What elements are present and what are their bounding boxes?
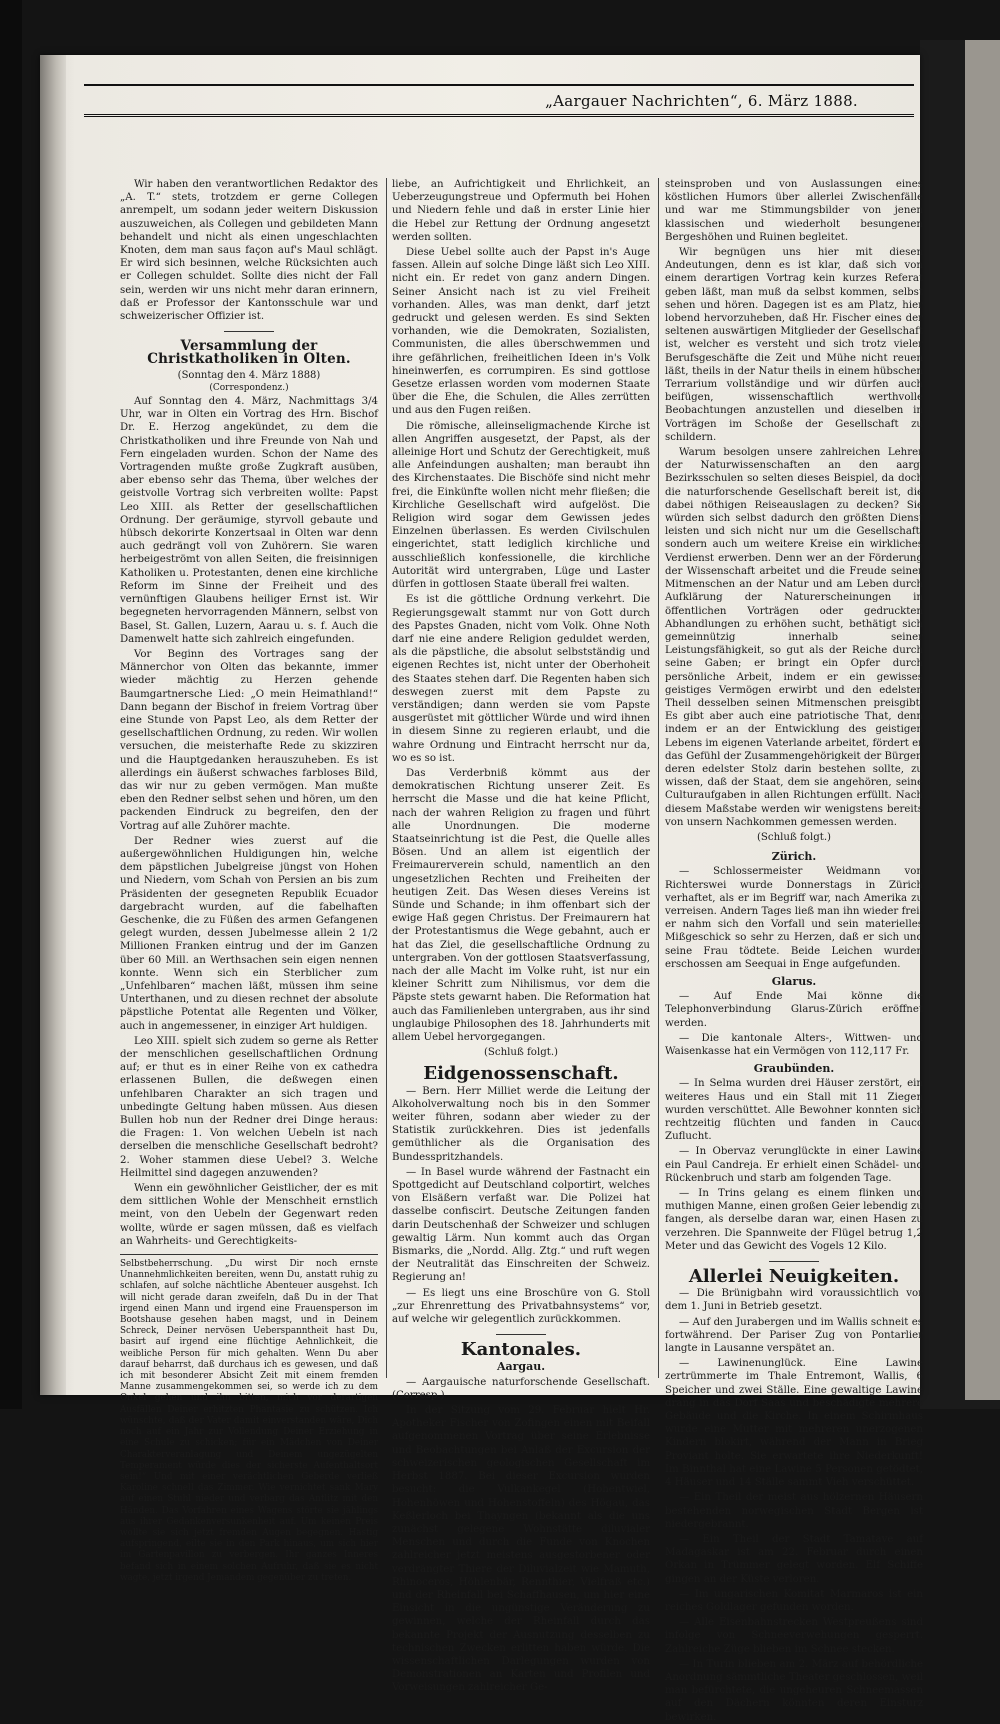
news-item: — Auf Ende Mai könne die Telephonverbindung Glarus-Zürich eröffnet werden. <box>665 991 923 1029</box>
paragraph: Das Verderbniß kömmt aus der demokratischen Richtung unserer Zeit. Es herrscht die Masse und die hat keine Pflicht, nach der wahren Religion zu fragen und führt alle Unordnungen. Die moderne Staatseinrichtung ist die Pest, die Quelle alles Bösen. Und an allem ist eigentlich der Freimaurerverein schuld, namentlich an den ungesetzlichen Rechten und Freiheiten der heutigen Zeit. Das Wesen dieses Vereins ist Sünde und Schande; in ihm offenbart sich der ewige Haß gegen Christus. Der Freimaurern hat der Protestantismus die Wege gebahnt, auch er hat das Ziel, die gesellschaftliche Ordnung zu untergraben. Von der gottlosen Staatsverfassung, nach der alle Macht im Volke ruht, ist nur ein kleiner Schritt zum Nihilismus, vor dem die Päpste stets gewarnt haben. Die Reformation hat auch das Familienleben untergraben, aus ihr sind unglaubige Philosophen des 18. Jahrhunderts mit allem Uebel hervorgegangen. <box>392 767 650 1043</box>
news-item: — Die kantonale Alters-, Wittwen- und Waisenkasse hat ein Vermögen von 112,117 Fr. <box>665 1032 923 1057</box>
page-header <box>84 84 914 117</box>
news-item: — In Obervaz verunglückte in einer Lawine ein Paul Candreja. Er erhielt einen Schädel- und Rückenbruch und starb am folgenden Tage. <box>665 1146 923 1184</box>
column-2 <box>392 178 650 1694</box>
news-item: — In Selma wurden drei Häuser zerstört, ein weiteres Haus und ein Stall mit 11 Ziegen wurden verschüttet. Alle Bewohner konnten sich rechtzeitig flüchten und fanden in Cauco Zuflucht. <box>665 1078 923 1143</box>
news-item: — Alle Eisenbahnstrecken Westpreußens sind infolge von Schneeverwehungen gesperrt. Zahlreiche Züge blieben im Schnee stecken. <box>665 1617 923 1655</box>
paragraph: Wir haben den verantwortlichen Redaktor des „A. T.“ stets, trotzdem er gerne Collegen anrempelt, um sodann jeder weitern Diskussion auszuweichen, als Collegen und gebildeten Mann behandelt und nicht als einen ungeschlachten Knoten, dem man saus façon auf's Maul schlägt. Er wird sich besinnen, welche Rücksichten auch er Collegen schuldet. Sollte dies nicht der Fall sein, werden wir uns nicht mehr daran erinnern, daß er Professor der Kantonsschule war und schweizerischer Offizier ist. <box>120 179 378 323</box>
location-heading: Aargau. <box>496 1360 546 1374</box>
paragraph: Es ist die göttliche Ordnung verkehrt. Die Regierungsgewalt stammt nur von Gott durch des Papstes Gnaden, nicht vom Volk. Ohne Noth darf nie eine andere Religion geduldet werden, als die päpstliche, die absolut selbstständig und eigenen Rechtes ist, nicht unter der Oberhoheit des Staates stehen darf. Die Regenten haben sich deswegen zuerst mit dem Papste zu verständigen; dann werden sie vom Papste ausgerüstet mit göttlicher Würde und wird ihnen in diesem Sinne zu regieren erlaubt, und die wahre Ordnung und Eintracht herrscht nur da, wo es so ist. <box>392 594 650 764</box>
section-heading: Allerlei Neuigkeiten. <box>688 1266 900 1288</box>
column-1 <box>120 178 378 1583</box>
article-headline: Versammlung der Christkatholiken in Olten. <box>147 338 351 368</box>
paragraph: steinsproben und von Auslassungen eines köstlichen Humors über allerlei Zwischenfälle und war me Stimmungsbilder von jenen klassischen und wiederholt besungenen Bergeshöhen und Ruinen begleitet. <box>665 179 923 243</box>
paragraph: Wir begnügen uns hier mit diesen Andeutungen, denn es ist klar, daß sich von einem derartigen Vortrag kein kurzes Referat geben läßt, man muß da selbst kommen, selbst sehen und hören. Dagegen ist es am Platz, hier lobend hervorzuheben, daß Hr. Fischer eines der seltenen auswärtigen Mitglieder der Gesellschaft ist, welcher es versteht und sich trotz vieler Berufsgeschäfte die Zeit und Mühe nicht reuen läßt, theils in der Natur theils in einem hübschen Terrarium vollständige und wir dürfen auch beifügen, wissenschaftlich werthvolle Beobachtungen anzustellen und dieselben in Vorträgen im Schoße der Gesellschaft zu schildern. <box>665 247 923 443</box>
news-item: — Auf den Jurabergen und im Wallis schneit es fortwährend. Der Pariser Zug von Pontarlier langte in Lausanne verspätet an. <box>665 1316 923 1355</box>
header-rule-top <box>84 84 914 86</box>
section-heading: Kantonales. <box>460 1339 582 1361</box>
separator <box>496 1334 546 1335</box>
to-be-continued: (Schluß folgt.) <box>483 1047 559 1059</box>
article-dateline: (Sonntag den 4. März 1888) <box>177 369 321 381</box>
location-heading: Zürich. <box>771 850 817 864</box>
feuilleton-serial: Selbstbeherrschung. „Du wirst Dir noch ernste Unannehmlichkeiten bereiten, wenn Du, anstatt ruhig zu schlafen, auf solche nächtliche Abenteuer ausgehst. Ich will nicht gerade daran zweifeln, daß Du in der That irgend einen Mann und irgend eine Frauensperson im Bootshause gesehen haben magst, und in Deinem Schreck, Deiner nervösen Ueberspanntheit hast Du, basirt auf irgend eine flüchtige Aehnlichkeit, die weibliche Person für mich gehalten. Wenn Du aber darauf beharrst, daß durchaus ich es gewesen, und daß ich mit besonderer Absicht Zeit mit einem fremden Manne zusammengekommen sei, so werde ich zu dem Onkel gehen und ihn bitten, mich vor derartigen Ausfällen Deiner erhitzten Phantasie zu schützen. Ich wünschte, daß der Vater damit einverstanden wäre, Dich noch auf ein Jahr zur Vollendung Deiner Erziehung in eine Schule zu schicken; für ein Mädchen von Deiner Charakterveranlagung und Deinem ungezügelten Temperament würde dies der sicherste Aufenthaltsort sein!“ Und mit einer verächtlichen Geberde verließ Karoline schnell das Zimmer. Wie vernichtet sank Mary auf einen Stuhl nieder und verbarg das Antlitz mit den Händen. Das Vorfahren eines Wagens störte sie jählings aus ihrer Gedankenversunkenheit auf. Um keinen Preis wollte sie sich jetzt fremden Augen begegnen. Hastig aufspringend, eilte sie in den Park hinaus, um sich hier im Gartenpavillon zu verbergen. Ihr ganzes Inneres befand sich in einem solchen Aufruhr, daß sie es nicht wagte, jetzt irgend Jemandem gegenüber zu treten. <box>120 1254 378 1584</box>
adjacent-page-edge <box>965 40 1000 1400</box>
news-item: — Im ungarischen Komitat Marmaros ist ein reiches Goldlager gefunden worden. <box>665 1588 923 1613</box>
column-divider <box>386 178 387 1378</box>
paragraph: Warum besolgen unsere zahlreichen Lehrer der Naturwissenschaften an den aarg. Bezirksschulen so selten dieses Beispiel, da doch die naturforschende Gesellschaft bereit ist, die dabei nöthigen Reiseauslagen zu decken? Sie würden sich selbst dadurch den größten Dienst leisten und sich nicht nur um die Gesellschaft, sondern auch um weitere Kreise ein wirkliches Verdienst erwerben. Denn wer an der Förderung der Wissenschaft arbeitet und die Freude seiner Mitmenschen an der Natur und am Leben durch Aufklärung der Naturerscheinungen in öffentlichen Vorträgen oder gedruckten Abhandlungen zu erhöhen sucht, bethätigt sich gemeinnützig innerhalb seiner Leistungsfähigkeit, so gut als der Reiche durch seine Gaben; er bringt ein Opfer durch persönliche Arbeit, indem er ein gewisses geistiges Vermögen erwirbt und den edelsten Theil desselben seinen Mitmenschen preisgibt. Es gibt aber auch eine patriotische That, denn indem er an der Entwicklung des geistigen Lebens im eigenen Vaterlande arbeitet, fördert er das Gefühl der Zusammengehörigkeit der Bürger, deren edelster Stolz darin bestehen sollte, zu wissen, daß der Staat, dem sie angehören, seine Culturaufgaben in allen Richtungen erfüllt. Nach diesem Maßstabe werden wir wenigstens bereits von unsern Nachkommen gemessen werden. <box>665 447 923 828</box>
news-item: — Es liegt uns eine Broschüre von G. Stoll „zur Ehrenrettung des Privatbahnsystems“ vor, auf welche wir gelegentlich zurückkommen. <box>392 1287 650 1326</box>
news-item: — Ein Theil der meist aus hölzernen Häusern bestehenden norwegischen Stadt Bergen ist niedergebrannt. <box>665 1492 923 1530</box>
to-be-continued: (Schluß folgt.) <box>756 831 832 843</box>
column-3 <box>665 178 923 1723</box>
page-stack-edge <box>0 0 22 1409</box>
section-heading: Eidgenossenschaft. <box>423 1063 619 1085</box>
location-heading: Graubünden. <box>753 1062 835 1076</box>
paragraph: Leo XIII. spielt sich zudem so gerne als Retter der menschlichen gesellschaftlichen Ordnung auf; er thut es in einer Reihe von ex cathedra erlassenen Bullen, die deßwegen einen unfehlbaren Charakter an sich tragen und unbedingte Geltung haben müssen. Aus diesen Bullen hob nun der Redner drei Dinge heraus: die Fragen: 1. Von welchen Uebeln ist nach derselben die menschliche Gesellschaft bedroht? 2. Woher stammen diese Uebel? 3. Welche Heilmittel sind dagegen anzuwenden? <box>120 1035 378 1179</box>
paragraph: Wenn ein gewöhnlicher Geistlicher, der es mit dem sittlichen Wohle der Menschheit ernstlich meint, von den Uebeln der Gegenwart reden wollte, würde er sagen müssen, daß es vielfach an Wahrheits- und Gerechtigkeits- <box>120 1183 378 1247</box>
paragraph: Diese Uebel sollte auch der Papst in's Auge fassen. Allein auf solche Dinge läßt sich Leo XIII. nicht ein. Er redet von ganz andern Dingen. Seiner Ansicht nach ist zu viel Freiheit vorhanden. Alles, was man denkt, darf jetzt gedruckt und gelesen werden. Es sind Sekten vorhanden, wie die Demokraten, Sozialisten, Communisten, die alles überschwemmen und ihre gefährlichen, freiheitlichen Ideen in's Volk hineinwerfen, es corrumpiren. Es sind gottlose Gesetze erlassen worden vom modernen Staate über die Ehe, die Schulen, die Alles zerrütten und aus den Fugen reißen. <box>392 247 650 417</box>
separator <box>769 1261 819 1262</box>
column-divider <box>658 178 659 1378</box>
book-binding <box>40 55 66 1395</box>
correspondence-note: (Correspondenz.) <box>209 382 289 393</box>
paragraph: liebe, an Aufrichtigkeit und Ehrlichkeit, an Ueberzeugungstreue und Opfermuth bei Hohen und Niedern fehle und daß in erster Linie hier die Hebel zur Rettung der Ordnung angesetzt werden sollten. <box>392 179 650 243</box>
news-item: — Ein Theil der Stadt Tamatave auf Madagaskar ist am 22. Februar durch einen Orkan in Trümmer gelegt worden. Elf Schiffe gingen an der Küste verloren. <box>665 1533 923 1585</box>
running-title: „Aargauer Nachrichten“, 6. März 1888. <box>545 92 858 110</box>
news-item: — Die Brünigbahn wird voraussichtlich vor dem 1. Juni in Betrieb gesetzt. <box>665 1288 923 1313</box>
paragraph: Der Redner wies zuerst auf die außergewöhnlichen Huldigungen hin, welche dem päpstlichen Jubelgreise jüngst von Hohen und Niedern, vom Schah von Persien an bis zum Präsidenten der gesegneten Republik Ecuador dargebracht wurden, auf die fabelhaften Geschenke, die zu Füßen des armen Gefangenen gelegt wurden, dessen Jubelmesse allein 2 1/2 Millionen Franken eintrug und der im Ganzen über 60 Mill. an Werthsachen sein eigen nennen konnte. Wenn sich ein Sterblicher zum „Unfehlbaren“ machen läßt, müssen ihm seine Unterthanen, und zu diesen rechnet der absolute päpstliche Potentat alle Regenten und Völker, auch in angemessener, in einziger Art huldigen. <box>120 835 378 1032</box>
paragraph: Die römische, alleinseligmachende Kirche ist allen Angriffen ausgesetzt, der Papst, als der alleinige Hort und Schutz der Gerechtigkeit, muß alle Anfeindungen aushalten; man beraubt ihn des Kirchenstaates. Die Bischöfe sind nicht mehr frei, die Einkünfte wollen nicht mehr fließen; die Kirchliche Gesellschaft wird aufgelöst. Die Religion wird sogar dem Gewissen jedes Einzelnen überlassen. Es werden Civilschulen eingerichtet, statt lediglich kirchliche und ausschließlich konfessionelle, die kirchliche Autorität wird untergraben, Lüge und Laster dürfen in gottlosen Staate überall frei walten. <box>392 420 650 591</box>
paragraph: In der Sitzung vom 29. Februar hielt Hr. Apotheker Fischer von Zofingen einen mit Beifall aufgenommenen Vortrag über seine Erlebnisse und Beobachtungen bei Anlaß der Excursion der schweizerischen geologischen Gesellschaft im Herbst 1887. Bei dieser Excursion wurden besucht: die Vulkankegel (Hohentwiel, Hohenhöwen und Hohenstoffeln) des Högau, das Keßlerloch bei Thayngen (bekannt als die uns zunächst gelegene Wohnstätte diluvialer Menschen und durch die Funde von Knochen zahlreicher jetzt meistens ausgestorbener oder verdrängter Thiere der Diluvialzeit wie Mamuth, Rhinoceros, Höhlenbär, Rennthier, Vielfraß etc.) und der Rheinfall bei Schaffhausen, um hier eine Einsicht in die ungünstige Veränderung zu gewinnen, welche der Rheinfall durch das bekannte Projekt der Ausnutzung desselben zu technischen Zwecken erlitten haben würde. Die wissenschaftlichen Darlegungen wurden von Demonstrationen an Karten und Profilen und Vorweisungen zahlreicher Ge- <box>392 1405 650 1694</box>
location-heading: Glarus. <box>771 974 817 988</box>
separator <box>224 331 274 332</box>
news-item: — In Turin blieben am 2. März auf behördliche Anordnung sämmtliche Theater geschlossen, weil man befürchtete, die ungeheuren Schneemassen auf den Dächern könnten deren Einsturz bewirken. <box>665 1658 923 1723</box>
header-rule-bottom <box>84 114 914 117</box>
paragraph: Auf Sonntag den 4. März, Nachmittags 3/4 Uhr, war in Olten ein Vortrag des Hrn. Bischof Dr. E. Herzog angekündet, zu dem die Christkatholiken und ihre Freunde von Nah und Fern eingeladen wurden. Schon der Name des Vortragenden mußte große Zugkraft ausüben, aber ebenso sehr das Thema, über welches der geistvolle Vortrag sich verbreiten wollte: Papst Leo XIII. als Retter der gesellschaftlichen Ordnung. Der geräumige, styrvoll gebaute und hübsch dekorirte Konzertsaal in Olten war denn auch gedrängt voll von Zuhörern. Sie waren herbeigeströmt von allen Seiten, die freisinnigen Katholiken u. Protestanten, denen eine kirchliche Reform im Sinne der Freiheit und des vernünftigen Glaubens heiliger Ernst ist. Wir begegneten hervorragenden Männern, selbst von Basel, St. Gallen, Luzern, Aarau u. s. f. Auch die Damenwelt hatte sich zahlreich eingefunden. <box>120 396 378 645</box>
news-item: — Schlossermeister Weidmann von Richterswei wurde Donnerstags in Zürich verhaftet, als er im Begriff war, nach Amerika zu verreisen. Andern Tages ließ man ihn wieder frei; er nahm sich den Vorfall und sein materielles Mißgeschick so sehr zu Herzen, daß er sich und seine Frau tödtete. Beide Leichen wurden erschossen am Seequai in Enge aufgefunden. <box>665 866 923 970</box>
news-item: — Bern. Herr Milliet werde die Leitung der Alkoholverwaltung noch bis in den Sommer weiter führen, sodann aber wieder zu der Statistik zurückkehren. Dies ist jedenfalls gemüthlicher als die Organisation des Bundesspritzhandels. <box>392 1085 650 1163</box>
news-item: — In Trins gelang es einem flinken und muthigen Manne, einen großen Geier lebendig zu fangen, als derselbe daran war, einen Hasen zu verzehren. Die Spannweite der Flügel betrug 1,2 Meter und das Gewicht des Vogels 12 Kilo. <box>665 1188 923 1252</box>
paragraph: Vor Beginn des Vortrages sang der Männerchor von Olten das bekannte, immer wieder mächtig zu Herzen gehende Baumgartnersche Lied: „O mein Heimathland!“ Dann begann der Bischof in freiem Vortrag über eine Stunde von Papst Leo, als dem Retter der gesellschaftlichen Ordnung, zu reden. Wir wollen versuchen, die meisterhafte Rede zu skizziren und die Hauptgedanken herauszuheben. Es ist allerdings ein äußerst schwaches farbloses Bild, das wir nur zu geben vermögen. Man mußte eben den Redner selbst sehen und hören, um den packenden Eindruck zu begreifen, den der Vortrag auf alle Zuhörer machte. <box>120 648 378 832</box>
news-item: — Aargauische naturforschende Gesellschaft. (Corresp.) <box>392 1376 650 1401</box>
news-item: — Lawinenunglück. Eine Lawine zertrümmerte im Thale Entremont, Wallis, 6 Speicher und zwei Ställe. Eine gewaltige Lawine drang in das Dorf Saas und beschädigte mehrere Gebäude und die Kirche. In einem Schirmhaus wurde eine Mutter mit mehreren unerzogenen Kindern blokirt, während der Mann in Brieg Proviant holte. Sie erwartete ihre Niederkunft! Im Binnthal hat eine Lawine 5 Personen getödtet, 4 Häuser und 14 Ställe sammt Vieh verschüttet. <box>665 1358 923 1489</box>
news-item: — In Basel wurde während der Fastnacht ein Spottgedicht auf Deutschland colportirt, welches von Elsäßern verfaßt war. Die Polizei hat dasselbe confiscirt. Deutsche Zeitungen fanden darin Deutschenhaß der Schweizer und schlugen gewaltig Lärm. Nun kommt auch das Organ Bismarks, die „Nordd. Allg. Ztg.“ und ruft wegen der Neutralität das Einschreiten der Schweiz. Regierung an! <box>392 1166 650 1284</box>
